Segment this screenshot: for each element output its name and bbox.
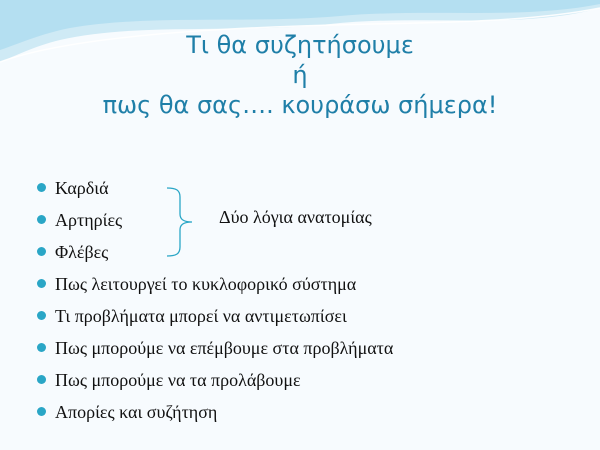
group-annotation: Δύο λόγια ανατομίας (219, 207, 372, 227)
list-item-text: Φλέβες (55, 242, 109, 262)
bullet-dot-icon (37, 279, 46, 288)
title-line-1: Τι θα συζητήσουμε (186, 31, 414, 59)
bullet-dot-icon (37, 375, 46, 384)
list-item (37, 239, 393, 271)
bullet-dot-icon (37, 311, 46, 320)
bullet-dot-icon (37, 183, 46, 192)
list-item (37, 367, 393, 399)
title-line-3: πως θα σας…. κουράσω σήμερα! (102, 91, 498, 119)
list-item-text: Πως λειτουργεί το κυκλοφορικό σύστημα (55, 274, 357, 294)
title-line-2: ή (292, 61, 308, 89)
bullet-dot-icon (37, 343, 46, 352)
list-item-text: Καρδιά (55, 178, 109, 198)
bullet-dot-icon (37, 407, 46, 416)
list-item-text: Πως μπορούμε να επέμβουμε στα προβλήματα (55, 338, 394, 358)
list-item-text: Απορίες και συζήτηση (55, 402, 218, 422)
list-item (37, 271, 393, 303)
list-item-text: Πως μπορούμε να τα προλάβουμε (55, 370, 301, 390)
bullet-dot-icon (37, 247, 46, 256)
list-item (37, 399, 393, 431)
bullet-dot-icon (37, 215, 46, 224)
slide-title (0, 30, 600, 120)
list-item (37, 303, 393, 335)
list-item (37, 175, 393, 207)
list-item-text: Αρτηρίες (55, 210, 123, 230)
list-item (37, 335, 393, 367)
right-brace-icon (165, 187, 195, 257)
list-item-text: Τι προβλήματα μπορεί να αντιμετωπίσει (55, 306, 347, 326)
